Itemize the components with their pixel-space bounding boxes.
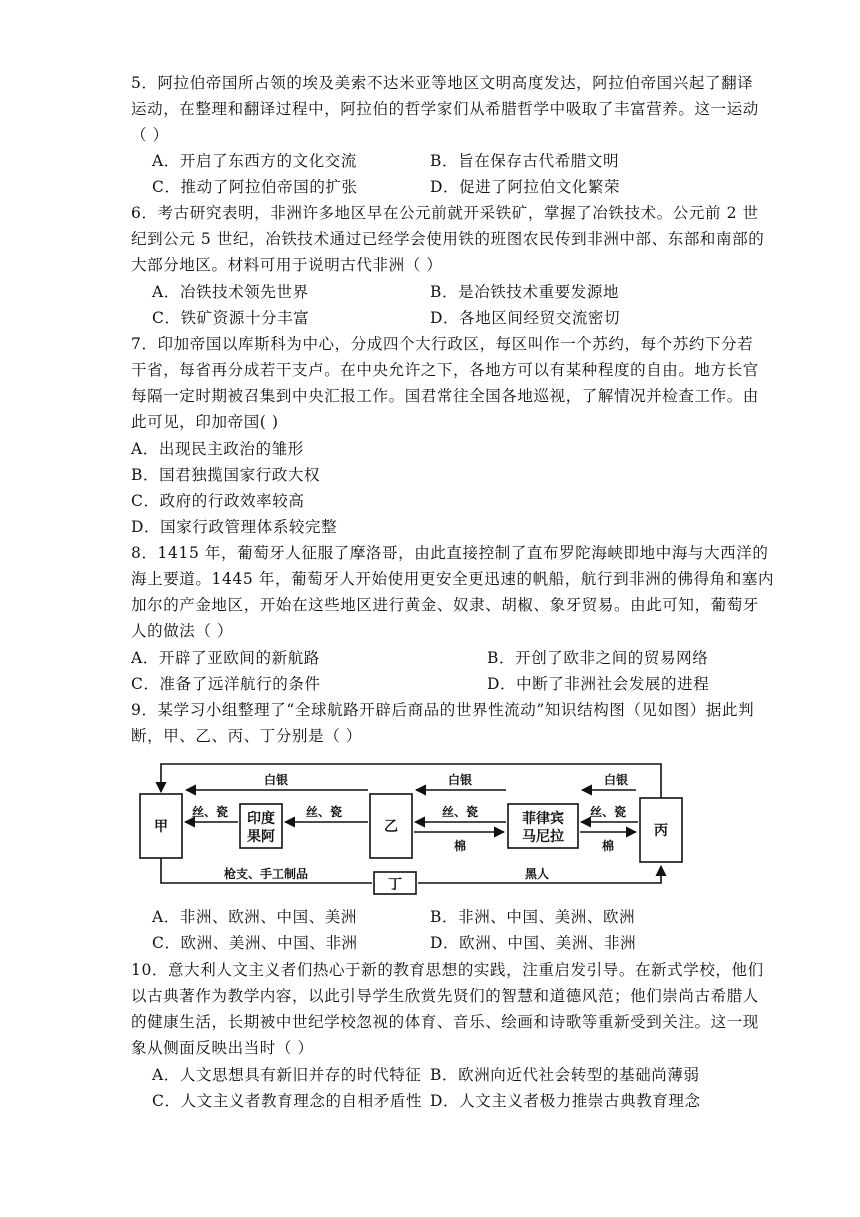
label-yi: 乙 bbox=[384, 819, 398, 835]
q6-line-1: 6．考古研究表明，非洲许多地区早在公元前就开采铁矿，掌握了冶铁技术。公元前 2 世 bbox=[131, 204, 759, 222]
q7-option-a[interactable]: A．出现民主政治的雏形 bbox=[131, 440, 304, 458]
trade-flow-diagram bbox=[130, 756, 700, 896]
q7-line-3: 每隔一定时期被召集到中央汇报工作。国君常往全国各地巡视，了解情况并检查工作。由 bbox=[131, 387, 759, 405]
q8-option-d[interactable]: D．中断了非洲社会发展的进程 bbox=[487, 675, 710, 693]
label-ding: 丁 bbox=[388, 877, 402, 893]
q8-option-a[interactable]: A．开辟了亚欧间的新航路 bbox=[131, 649, 320, 667]
q8-line-1: 8．1415 年，葡萄牙人征服了摩洛哥，由此直接控制了直布罗陀海峡即地中海与大西洋的 bbox=[131, 544, 769, 562]
label-india-2: 果阿 bbox=[247, 829, 275, 845]
silk-label-1: 丝、瓷 bbox=[191, 805, 229, 819]
q7-option-c[interactable]: C．政府的行政效率较高 bbox=[131, 492, 305, 510]
q7-option-d[interactable]: D．国家行政管理体系较完整 bbox=[131, 518, 338, 536]
q7-option-b[interactable]: B．国君独揽国家行政大权 bbox=[131, 466, 321, 484]
slaves-label: 黑人 bbox=[524, 867, 550, 881]
q8-option-c[interactable]: C．准备了远洋航行的条件 bbox=[131, 675, 321, 693]
q10-option-d[interactable]: D．人文主义者极力推崇古典教育理念 bbox=[430, 1092, 701, 1110]
q10-line-3: 的健康生活，长期被中世纪学校忽视的体育、音乐、绘画和诗歌等重新受到关注。这一现 bbox=[131, 1013, 759, 1031]
q8-line-4: 人的做法（ ） bbox=[131, 622, 234, 640]
q8-line-2: 海上要道。1445 年，葡萄牙人开始使用更安全更迅速的帆船，航行到非洲的佛得角和塞内 bbox=[131, 570, 775, 588]
q5-option-b[interactable]: B．旨在保存古代希腊文明 bbox=[430, 152, 620, 170]
q5-option-a[interactable]: A．开启了东西方的文化交流 bbox=[152, 152, 357, 170]
q5-line-2: 运动，在整理和翻译过程中，阿拉伯的哲学家们从希腊哲学中吸取了丰富营养。这一运动 bbox=[131, 100, 759, 118]
cotton-label-2: 棉 bbox=[601, 839, 615, 853]
q6-option-d[interactable]: D．各地区间经贸交流密切 bbox=[430, 309, 621, 327]
label-jia: 甲 bbox=[154, 819, 168, 835]
q5-line-3: （ ） bbox=[131, 126, 169, 144]
q9-line-2: 断，甲、乙、丙、丁分别是（ ） bbox=[131, 727, 362, 745]
silver-label-2: 白银 bbox=[447, 773, 473, 787]
silk-label-3: 丝、瓷 bbox=[441, 805, 479, 819]
q8-option-b[interactable]: B．开创了欧非之间的贸易网络 bbox=[487, 649, 709, 667]
q6-line-3: 大部分地区。材料可用于说明古代非洲（ ） bbox=[131, 256, 443, 274]
q6-option-a[interactable]: A．冶铁技术领先世界 bbox=[152, 283, 309, 301]
q5-option-c[interactable]: C．推动了阿拉伯帝国的扩张 bbox=[152, 178, 358, 196]
q9-option-d[interactable]: D．欧洲、中国、美洲、非洲 bbox=[430, 934, 637, 952]
q8-line-3: 加尔的产金地区，开始在这些地区进行黄金、奴隶、胡椒、象牙贸易。由此可知，葡萄牙 bbox=[131, 596, 759, 614]
q9-option-a[interactable]: A．非洲、欧洲、中国、美洲 bbox=[152, 908, 357, 926]
q6-option-c[interactable]: C．铁矿资源十分丰富 bbox=[152, 309, 310, 327]
label-phil-1: 菲律宾 bbox=[522, 811, 564, 827]
q9-line-1: 9．某学习小组整理了“全球航路开辟后商品的世界性流动”知识结构图（见如图）据此判 bbox=[131, 701, 755, 719]
label-bing: 丙 bbox=[654, 823, 668, 839]
silk-label-4: 丝、瓷 bbox=[589, 805, 627, 819]
q6-option-b[interactable]: B．是冶铁技术重要发源地 bbox=[430, 283, 620, 301]
q10-option-a[interactable]: A．人文思想具有新旧并存的时代特征 bbox=[152, 1066, 422, 1084]
silver-label-1: 白银 bbox=[263, 773, 289, 787]
cotton-label-1: 棉 bbox=[453, 839, 467, 853]
guns-label: 枪支、手工制品 bbox=[223, 867, 309, 881]
silk-label-2: 丝、瓷 bbox=[305, 805, 343, 819]
q10-option-c[interactable]: C．人文主义者教育理念的自相矛盾性 bbox=[152, 1092, 423, 1110]
label-phil-2: 马尼拉 bbox=[522, 829, 564, 845]
q10-option-b[interactable]: B．欧洲向近代社会转型的基础尚薄弱 bbox=[430, 1066, 700, 1084]
q7-line-4: 此可见，印加帝国( ) bbox=[131, 413, 279, 431]
q7-line-1: 7．印加帝国以库斯科为中心，分成四个大行政区，每区叫作一个苏约，每个苏约下分若 bbox=[131, 335, 754, 353]
q5-line-1: 5．阿拉伯帝国所占领的埃及美索不达米亚等地区文明高度发达，阿拉伯帝国兴起了翻译 bbox=[131, 74, 754, 92]
label-india-1: 印度 bbox=[247, 811, 275, 827]
q5-option-d[interactable]: D．促进了阿拉伯文化繁荣 bbox=[430, 178, 621, 196]
q9-option-b[interactable]: B．非洲、中国、美洲、欧洲 bbox=[430, 908, 636, 926]
silver-top-line bbox=[161, 764, 661, 798]
q10-line-2: 以古典著作为教学内容，以此引导学生欣赏先贤们的智慧和道德风范；他们崇尚古希腊人 bbox=[131, 987, 759, 1005]
silver-label-3: 白银 bbox=[603, 773, 629, 787]
q10-line-1: 10．意大利人文主义者们热心于新的教育思想的实践，注重启发引导。在新式学校，他们 bbox=[131, 961, 764, 979]
q6-line-2: 纪到公元 5 世纪，冶铁技术通过已经学会使用铁的班图农民传到非洲中部、东部和南部的 bbox=[131, 230, 765, 248]
q10-line-4: 象从侧面反映出当时（ ） bbox=[131, 1039, 314, 1057]
q7-line-2: 干省，每省再分成若干支卢。在中央允许之下，各地方可以有某种程度的自由。地方长官 bbox=[131, 361, 759, 379]
q9-option-c[interactable]: C．欧洲、美洲、中国、非洲 bbox=[152, 934, 358, 952]
